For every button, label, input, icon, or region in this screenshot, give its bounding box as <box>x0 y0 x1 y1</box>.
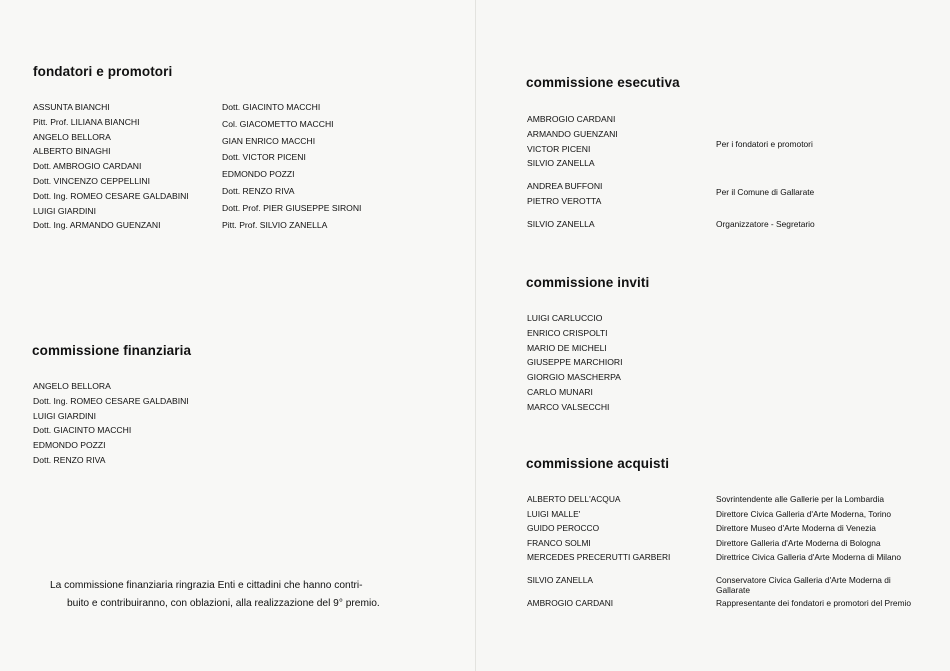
list-item: ANGELO BELLORA <box>33 381 111 391</box>
member-name: AMBROGIO CARDANI <box>527 598 614 609</box>
inviti-list <box>527 311 623 415</box>
list-item: Dott. AMBROGIO CARDANI <box>33 161 142 172</box>
member-name: SILVIO ZANELLA <box>527 575 593 586</box>
member-name: MERCEDES PRECERUTTI GARBERI <box>527 552 671 563</box>
esecutiva-group3 <box>527 217 595 232</box>
right-page <box>476 0 950 671</box>
fondatori-list-col2 <box>222 99 361 233</box>
list-item: SILVIO ZANELLA <box>527 158 595 169</box>
list-item: Dott. RENZO RIVA <box>222 185 295 196</box>
esecutiva-group1 <box>527 112 618 171</box>
list-item: Dott. Ing. ROMEO CESARE GALDABINI <box>33 190 189 201</box>
fondatori-list-col1 <box>33 100 189 233</box>
acquisti-heading: commissione acquisti <box>526 456 670 471</box>
list-item: Dott. VICTOR PICENI <box>222 152 306 163</box>
list-item: ARMANDO GUENZANI <box>527 128 618 139</box>
member-role: Conservatore Civica Galleria d'Arte Moderna di Gallarate <box>716 575 891 596</box>
finanziaria-thanks-note <box>50 577 410 613</box>
list-item: PIETRO VEROTTA <box>527 195 602 206</box>
list-item: SILVIO ZANELLA <box>527 219 595 229</box>
member-name: LUIGI MALLE' <box>527 508 581 519</box>
list-item: GIUSEPPE MARCHIORI <box>527 357 623 368</box>
note-line: buito e contribuiranno, con oblazioni, alla realizzazione del 9° premio. <box>67 598 380 609</box>
member-role: Direttore Galleria d'Arte Moderna di Bologna <box>716 537 881 548</box>
member-role: Direttrice Civica Galleria d'Arte Moderna di Milano <box>716 552 901 563</box>
list-item: CARLO MUNARI <box>527 386 593 397</box>
list-item: GIORGIO MASCHERPA <box>527 372 621 383</box>
list-item: MARIO DE MICHELI <box>527 342 607 353</box>
acquisti-roles <box>716 494 916 613</box>
list-item: Dott. Prof. PIER GIUSEPPE SIRONI <box>222 202 362 213</box>
list-item: ENRICO CRISPOLTI <box>527 327 608 338</box>
list-item: VICTOR PICENI <box>527 143 591 154</box>
list-item: MARCO VALSECCHI <box>527 401 610 412</box>
list-item: Dott. RENZO RIVA <box>33 454 106 465</box>
list-item: EDMONDO POZZI <box>33 440 106 451</box>
list-item: ANDREA BUFFONI <box>527 181 603 191</box>
member-role: Direttore Civica Galleria d'Arte Moderna, Torino <box>716 508 892 519</box>
list-item: LUIGI CARLUCCIO <box>527 313 603 323</box>
member-role: Sovrintendente alle Gallerie per la Lombardia <box>716 494 885 504</box>
esecutiva-group1-role: Per i fondatori e promotori <box>716 139 813 149</box>
member-role: Direttore Museo d'Arte Moderna di Venezia <box>716 523 876 534</box>
esecutiva-group2 <box>527 179 602 209</box>
list-item: Pitt. Prof. LILIANA BIANCHI <box>33 116 140 127</box>
list-item: Dott. GIACINTO MACCHI <box>33 425 132 436</box>
list-item: LUIGI GIARDINI <box>33 410 97 421</box>
fondatori-heading: fondatori e promotori <box>33 64 173 79</box>
esecutiva-heading: commissione esecutiva <box>526 75 680 90</box>
list-item: ALBERTO BINAGHI <box>33 146 111 157</box>
list-item: LUIGI GIARDINI <box>33 205 97 216</box>
esecutiva-group2-role: Per il Comune di Gallarate <box>716 187 815 197</box>
finanziaria-heading: commissione finanziaria <box>32 343 192 358</box>
esecutiva-group3-role: Organizzatore - Segretario <box>716 219 815 229</box>
list-item: ANGELO BELLORA <box>33 131 111 142</box>
list-item: Dott. Ing. ARMANDO GUENZANI <box>33 220 161 231</box>
list-item: GIAN ENRICO MACCHI <box>222 135 316 146</box>
list-item: AMBROGIO CARDANI <box>527 114 616 124</box>
list-item: Dott. Ing. ROMEO CESARE GALDABINI <box>33 395 189 406</box>
list-item: Col. GIACOMETTO MACCHI <box>222 118 334 129</box>
list-item: Dott. VINCENZO CEPPELLINI <box>33 175 151 186</box>
list-item: ASSUNTA BIANCHI <box>33 102 110 112</box>
member-name: ALBERTO DELL'ACQUA <box>527 494 621 504</box>
finanziaria-list <box>33 379 189 468</box>
acquisti-names <box>527 494 670 613</box>
list-item: EDMONDO POZZI <box>222 169 295 180</box>
list-item: Pitt. Prof. SILVIO ZANELLA <box>222 219 328 230</box>
member-name: FRANCO SOLMI <box>527 537 591 548</box>
member-role: Rappresentante dei fondatori e promotori del Premio <box>716 598 912 609</box>
note-line: La commissione finanziaria ringrazia Enti e cittadini che hanno contri- <box>50 580 363 591</box>
member-name: GUIDO PEROCCO <box>527 523 600 534</box>
list-item: Dott. GIACINTO MACCHI <box>222 102 321 112</box>
inviti-heading: commissione inviti <box>526 275 650 290</box>
